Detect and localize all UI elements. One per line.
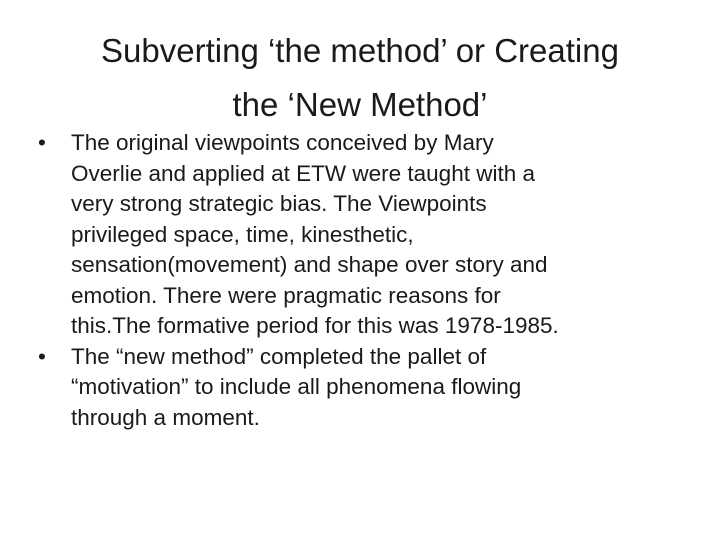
- bullet-line: emotion. There were pragmatic reasons for: [71, 282, 501, 308]
- bullet-text: [71, 342, 686, 434]
- bullet-line: “motivation” to include all phenomena flowing: [71, 374, 522, 399]
- slide-title-line-2: the ‘New Method’: [232, 86, 488, 123]
- bullet-line: privileged space, time, kinesthetic,: [71, 221, 414, 247]
- bullet-line: The original viewpoints conceived by Mary: [71, 130, 494, 155]
- slide-title-line-1: Subverting ‘the method’ or Creating: [101, 32, 619, 69]
- bullet-list: [36, 128, 686, 433]
- bullet-line: The “new method” completed the pallet of: [71, 343, 487, 369]
- bullet-line: very strong strategic bias. The Viewpoints: [71, 191, 487, 216]
- bullet-item-new-method: [36, 342, 686, 434]
- bullet-item-original-viewpoints: [36, 128, 686, 342]
- bullet-marker: •: [38, 130, 46, 155]
- bullet-line: sensation(movement) and shape over story and: [71, 252, 548, 277]
- bullet-line: Overlie and applied at ETW were taught with a: [71, 160, 535, 186]
- bullet-marker: •: [38, 343, 46, 369]
- bullet-line: this.The formative period for this was 1978-1985.: [71, 313, 559, 338]
- bullet-text: [71, 128, 686, 342]
- slide-title: [36, 24, 684, 132]
- bullet-line: through a moment.: [71, 404, 260, 430]
